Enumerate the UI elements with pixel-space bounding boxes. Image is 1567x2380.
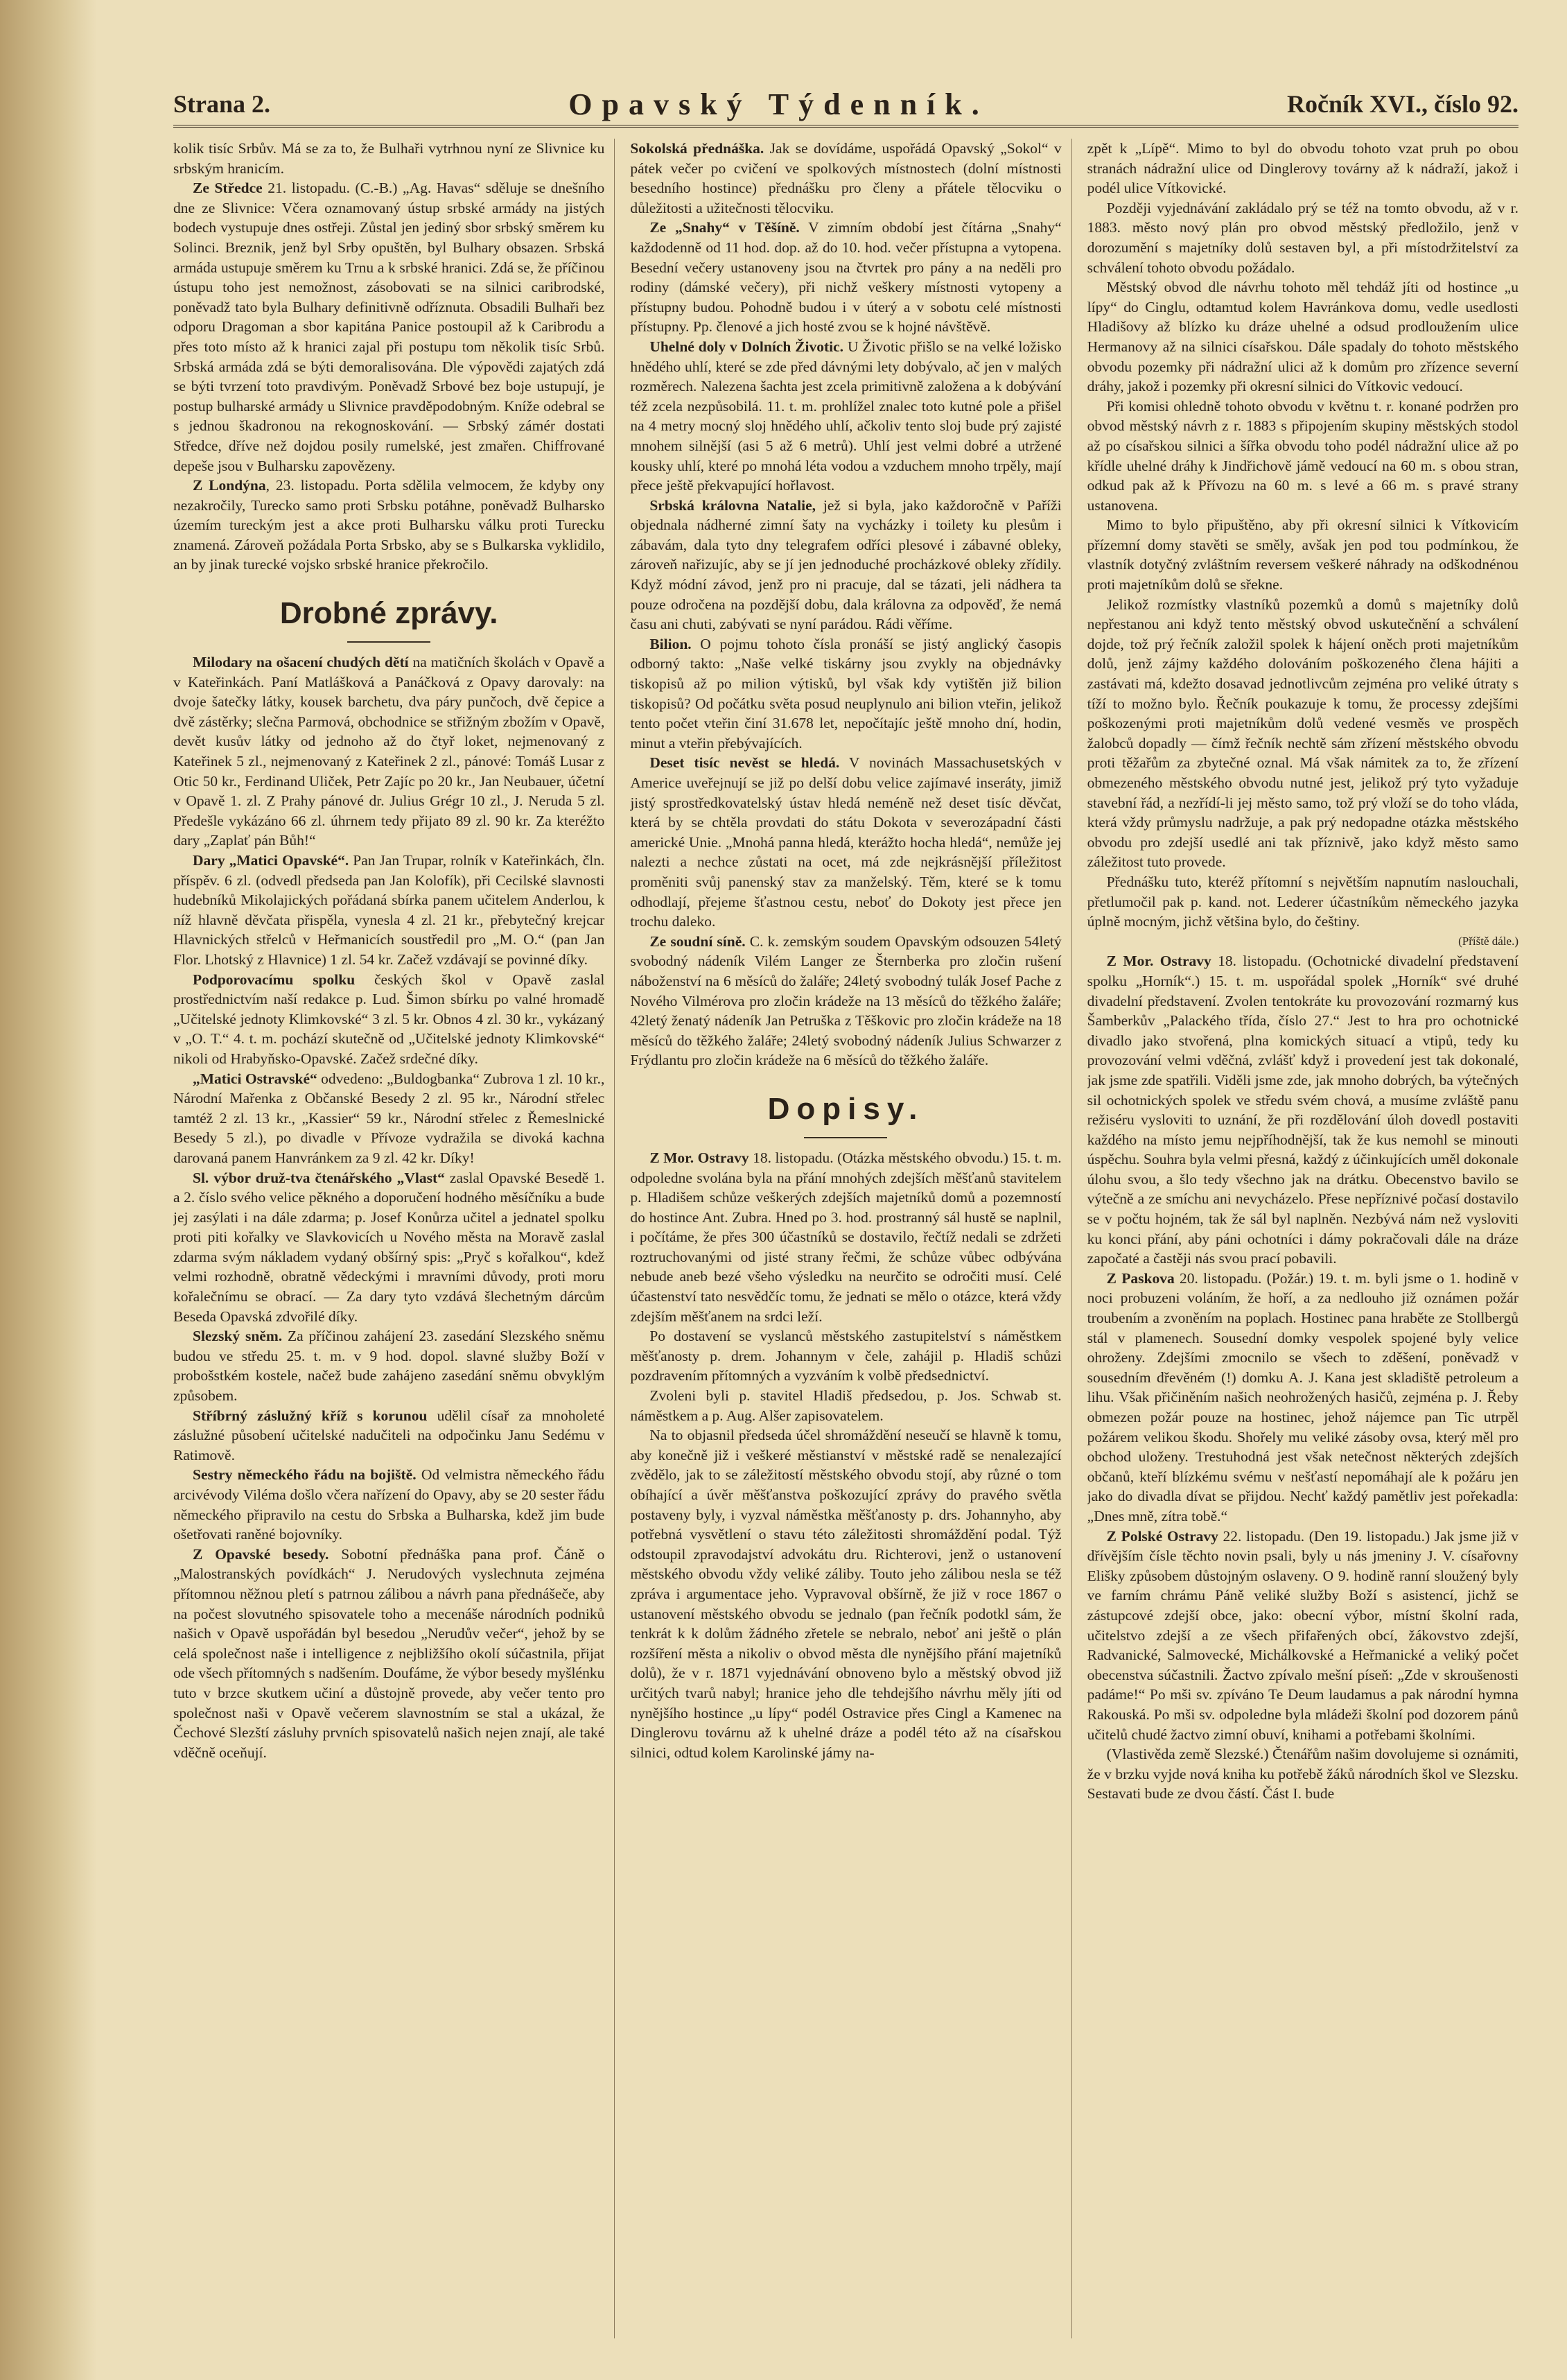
article-text: O pojmu tohoto čísla pronáší se jistý anglický časopis odborný takto: „Naše velké tiskárny jsou zvykly na objednávky tiskopisů až po milion výtisků, byl však kdy vytištěn již bilion tiskopisů? Od počátku světa posud neuplynulo ani bilion vteřin, jelikož tento počet vteřin činí 31.678 let, nepočítajíc ještě mnoho dní, hodin, minut a vteřin přebývajících. bbox=[630, 635, 1062, 752]
article-paragraph bbox=[1087, 951, 1518, 1269]
article-paragraph bbox=[173, 139, 604, 178]
article-paragraph bbox=[173, 1545, 604, 1763]
article-text: Od velmistra německého řádu arcivévody Viléma došlo včera nařízení do Opavy, aby se 20 sester řádu německého připravilo na cestu do Srbska a Bulharska, kdež jim bude ošetřovati raněné bojovníky. bbox=[173, 1466, 605, 1543]
article-text: zpět k „Lípě“. Mimo to byl do obvodu tohoto vzat pruh po obou stranách nádražní ulice od Dinglerovy továrny až k nádraží, jakož i podél ulice Vítkovické. bbox=[1087, 140, 1518, 197]
article-paragraph bbox=[630, 337, 1061, 496]
article-lead: Uhelné doly v Dolních Životic. bbox=[649, 338, 844, 355]
column-1 bbox=[173, 139, 615, 2338]
article-paragraph bbox=[1087, 397, 1518, 516]
article-text: Jak se dovídáme, uspořádá Opavský „Sokol“ v pátek večer po cvičení ve spolkových místnostech (dolní místnosti besedního hostince) přednášku pro členy a přátele tělocviku o důležitosti a užitečnosti tělocviku. bbox=[630, 140, 1062, 216]
newspaper-title: Opavský Týdenník. bbox=[568, 87, 989, 121]
article-paragraph bbox=[173, 652, 604, 851]
article-text: Zvoleni byli p. stavitel Hladiš předsedou, p. Jos. Schwab st. náměstkem a p. Aug. Alšer zapisovatelem. bbox=[630, 1387, 1062, 1424]
article-paragraph bbox=[1087, 198, 1518, 277]
article-paragraph bbox=[1087, 277, 1518, 397]
heading-rule bbox=[804, 1137, 887, 1138]
section-heading: Drobné zprávy. bbox=[279, 596, 498, 631]
article-paragraph bbox=[173, 1168, 604, 1327]
article-text: 21. listopadu. (C.-B.) „Ag. Havas“ sděluje se dnešního dne ze Slivnice: Včera oznamovaný ústup srbské armády na jistých bodech vystupuje dnes ostřeji. Zůstal jen jediný sbor srbský směrem ku Solinci. Breznik, jenž byl Srby opuštěn, byl Bulhary obsazen. Srbská armáda ustupuje směrem ku Trnu a k srbské hranici. Zdá se, že příčinou ústupu toho jest nemožnost, zásobovati se na silnici caribrodské, poněvadž tato byla Bulhary definitivně odříznuta. Obsadili Bulhaři bez odporu Dragoman a sbor kapitána Panice postoupil až k Caribrodu a přes toto místo až k hranici zajal při postupu tom několik tisíc Srbů. Srbská armáda zdá se býti demoralisována. Dle výpovědi zajatých zdá se býti tvrzení toto pravdivým. Poněvadž Srbové bez boje ustupují, je postup bulharské armády u Slivnice pravděpodobným. Kníže odebral se s jednou škadronou na rekognoskování. — Srbský zámér dostati Středce, dříve než dojdou posily rumelské, jest zmařen. Chiffrované depeše jsou v Bulharsku zapovězeny. bbox=[173, 180, 605, 474]
article-paragraph bbox=[630, 1148, 1061, 1326]
text-columns bbox=[173, 139, 1518, 2338]
article-text: U Životic přišlo se na velké ložisko hnědého uhlí, které se zde před dávnými lety dobývalo, ač jen v malých rozměrech. Nalezena šachta jest zcela primitivně založena a k dobývání též zcela nezpůsobilá. 11. t. m. prohlížel znalec toto kutné pole a přišel na 4 metry mocný sloj hnědého uhlí, ačkoliv tento sloj bude prý zajisté mnohem silnější (asi 5 až 6 metrů). Uhlí jest velmi dobré a utržené kousky uhlí, které po mnohá léta vodou a vzduchem mnoho trpěly, mají přece ještě překvapující hořlavost. bbox=[630, 338, 1062, 494]
article-paragraph bbox=[173, 851, 604, 970]
article-paragraph bbox=[630, 139, 1061, 218]
article-lead: Ze „Snahy“ v Těšíně. bbox=[649, 219, 800, 236]
article-lead: Ze soudní síně. bbox=[649, 932, 746, 950]
article-text: (Vlastivěda země Slezské.) Čtenářům našim dovolujeme si oznámiti, že v brzku vyjde nová kniha ku potřebě žáků národních škol ve Slezsku. Sestavati bude ze dvou částí. Část I. bude bbox=[1087, 1746, 1518, 1803]
article-text: 22. listopadu. (Den 19. listopadu.) Jak jsme již v dřívějším čísle těchto novin psali, byly u nás jmeniny J. V. císařovny Elišky způsobem důstojným oslaveny. O 9. hodině ranní sloužený byly ve farním chrámu Páně veliké služby Boží s asistencí, jichž se zástupcové zdejší obce, jako: obecní výbor, místní školní rada, učitelstvo zdejší a ze všech přifařených obcí, žákovstvo zdejší, Radvanické, Salmovecké, Michálkovské a Heřmanické a veliký počet obecenstva súčastnili. Žactvo zpívalo mešní píseň: „Zde v skroušenosti padáme!“ Po mši sv. zpíváno Te Deum laudamus a pak národní hymna Rakouská. Po mši sv. odpoledne byla mládeži školní pod dozorem pánů učitelů chudé žactvo zimní obuví, knihami a potřebami školními. bbox=[1087, 1527, 1518, 1743]
article-paragraph bbox=[630, 1386, 1061, 1425]
article-paragraph bbox=[173, 970, 604, 1069]
article-text: odvedeno: „Buldogbanka“ Zubrova 1 zl. 10 kr., Národní Mařenka z Občanské Besedy 2 zl. 95 kr., Národní střelec tamtéž 2 zl. 13 kr., „Kassier“ 59 kr., Národní střelec z Řemeslnické Besedy 5 zl.), po divadle v Přívoze vydražila se divoká kachna darovaná panem Hanvránkem za 9 zl. 42 kr. Díky! bbox=[173, 1070, 605, 1166]
article-lead: Sl. výbor druž-tva čtenářského „Vlast“ bbox=[193, 1169, 445, 1186]
article-paragraph bbox=[173, 1465, 604, 1544]
article-text: Mimo to bylo připuštěno, aby při okresní silnici k Vítkovicím přízemní domy stavěti se směly, avšak jen pod tou podmínkou, že vlastník dotyčný zvláštním reversem veškeré náhrady na odškodnénou proti majetníkům dolů se sřekne. bbox=[1087, 516, 1518, 593]
article-lead: Bilion. bbox=[649, 635, 692, 652]
article-text: C. k. zemským soudem Opavským odsouzen 54letý svobodný nádeník Vilém Langer ze Šternberka pro zločin rušení náboženství na 6 měsíců do žaláře; 24letý svobodný tulák Josef Pache z Nového Vilmérova pro zločin krádeže na 13 měsíců do těžkého žaláře; 42letý ženatý nádeník Jan Petruška z Těškovic pro zločin krádeže na 18 měsíců do těžkého žaláře; 24letý svobodný nádeník Julius Schwarzer z Frýdlantu pro zločin krádeže na 6 měsíců do těžkého žaláře. bbox=[630, 932, 1062, 1069]
article-paragraph bbox=[630, 1425, 1061, 1762]
article-paragraph bbox=[1087, 515, 1518, 594]
article-text: 20. listopadu. (Požár.) 19. t. m. byli jsme o 1. hodině v noci probuzeni voláním, že hoří, a za nedlouho již oznámen požár troubením a zvoněním na poplach. Hostinec pana hraběte ze Stollbergů stál v plamenech. Sousední domky vespolek spojené byly velice ohroženy. Zdejšími zmocnilo se všech to zděšení, poněvadž v sousedním dřevěném (!) domku A. J. Kana jest skladiště petroleum a lihu. Však přičiněním našich neohrožených hasičů, zejména p. J. Řeby obmezen požár pouze na hostinec, jehož nájemce pan Tic utrpěl požárem velikou škodu. Shořely mu veliké zásoby ovsa, který měl pro obchod uloženy. Trestuhodná jest však netečnost některých zdejších občanů, kteří blízkému svému v nešťastí nepomáhají ale k požáru jen jako do divadla dívat se přijdou. Nechť každý pamětliv jest pořekadla: „Dnes mně, zítra tobě.“ bbox=[1087, 1269, 1518, 1525]
article-text: Pan Jan Trupar, rolník v Kateřinkách, čln. příspěv. 6 zl. (odvedl předseda pan Jan Kolofík), při Cecilské slavnosti hudebníků Mikolajických pořádaná sbírka panem učitelem Anderlou, k níž hlavně děvčata přispěla, vynesla 4 zl. 21 kr., přebytečný krejcar Hlavnických střelců v Heřmanicích soustředil pro „M. O.“ (pan Jan Flor. Lhotský z Hlavnice) 1 zl. 54 kr. Začež vzdávají se povinné díky. bbox=[173, 852, 605, 968]
article-lead: Z Mor. Ostravy bbox=[1106, 953, 1211, 970]
page-header bbox=[173, 83, 1518, 128]
article-text: českých škol v Opavě zaslal prostřednictvím naší redakce p. Lud. Šimon sbírku po valné hromadě „Učitelské jednoty Klimkovské“ 3 zl. 5 kr. Obnos 4 zl. 30 kr., vykázaný v „O. T.“ 4. t. m. pochází skutečně od „Učitelské jednoty Klimkovské“ nikoli od Hrabyňsko-Opavské. Začež srdečné díky. bbox=[173, 971, 605, 1067]
article-lead: Milodary na ošacení chudých dětí bbox=[193, 654, 409, 671]
article-text: Sobotní přednáška pana prof. Čáně o „Malostranských povídkách“ J. Nerudových vyslechnuta zejména přítomnou něžnou pletí s patrnou zálibou a návrh pana přednášeče, aby na počest slovutného spisovatele toho a mecenáše národních podniků našich v Opavě uspořádán byl besedou „Nerudův večer“, jehož by se celá společnost naše i intelligence z nejbližšího okolí súčastnila, přijat ode všech přítomných s nadšením. Doufáme, že výbor besedy myšlénku tuto v brzce skutkem učiní a důstojně provede, aby večer tento pro společnost naši v Opavě večerem slavnostním se stal a ukázal, že Čechové Slezští zásluhy prvních spisovatelů našich nejen znají, ale také vděčně oceňují. bbox=[173, 1545, 605, 1761]
article-lead: Slezský sněm. bbox=[193, 1328, 283, 1345]
article-paragraph bbox=[1087, 595, 1518, 872]
article-lead: Sestry německého řádu na bojiště. bbox=[193, 1466, 417, 1484]
article-lead: „Matici Ostravské“ bbox=[193, 1070, 317, 1087]
article-paragraph bbox=[1087, 1527, 1518, 1745]
article-text: Později vyjednávání zakládalo prý se též na tomto obvodu, až v r. 1883. město nový plán pro obvod městský předložilo, jenž v dorozumění s majetníky dolů sestaven byl, a při místodržitelství za schválení tohoto obvodu požádalo. bbox=[1087, 199, 1518, 276]
continuation-note: (Příště dále.) bbox=[1458, 934, 1518, 948]
article-paragraph bbox=[1087, 1269, 1518, 1527]
article-lead: Sokolská přednáška. bbox=[630, 140, 764, 157]
article-text: , 23. listopadu. Porta sdělila velmocem, že kdyby ony nezakročily, Turecko samo proti Srbsku potáhne, poněvadž Bulharsko územím tureckým jest a akce proti Bulharsku válku proti Turecku znamená. Zároveň požádala Porta Srbsko, aby se s Bulkarska vyklidilo, an by jinak turecké vojsko srbské hranice překročilo. bbox=[173, 477, 605, 573]
article-text: 18. listopadu. (Ochotnické divadelní představení spolku „Horník“.) 15. t. m. uspořádal spolek „Horník“ své druhé divadelní představení. Zvolen tentokráte ku provozování rozmarný kus Šamberkův „Palackého třída, číslo 27.“ Jest to hra pro ochotnické divadlo jako stvořená, plna komických situací a vtipů, tedy ku provozování velmi vděčná, zvlášť když i provedení jest tak dokonalé, jak jsme zde spatřili. Viděli jsme zde, jak mnoho dobrých, ba výtečných sil ochotnických spolek ve středu svém chová, a musíme zvláště panu režiséru vysloviti to uznání, že při rozdělování úloh dovedl postaviti každého na místo jemu nejpříhodnější, tak že kus nemohl se minouti úspěchu. Souhra byla velmi přesná, každý z účinkujících uměl dokonale úlohu svou, a šlo tedy všechno jak na drátku. Obecenstvo bavilo se výtečně a ze smíchu ani nevycházelo. Přese nepříznivé počasí dostavilo se v počtu hojném, tak že sál byl naplněn. Nezbývá nám než vysloviti ku konci přání, aby páni ochotníci i dámy pokračovali dále na dráze započaté a častěji nás svou prací pobavili. bbox=[1087, 953, 1518, 1267]
article-text: kolik tisíc Srbův. Má se za to, že Bulhaři vytrhnou nyní ze Slivnice ku srbským hranicím. bbox=[173, 140, 605, 177]
article-text: Přednášku tuto, kteréž přítomní s největším napnutím naslouchali, přetlumočil pak p. kand. not. Lederer účastníkům německého jazyka úplně mocným, jichž většina bylo, do češtiny. bbox=[1087, 873, 1518, 930]
article-paragraph bbox=[173, 1069, 604, 1168]
article-text: V zimním období jest čítárna „Snahy“ každodenně od 11 hod. dop. až do 10. hod. večer přístupna a vytopena. Besední večery ustanoveny jsou na čtvrtek pro pány a na neděli pro rodiny (dámské večery), při nichž veškery místnosti vytopeny a přístupny budou. Pohodně budou i v úterý a v sobotu celé místnosti přístupny. Pp. členové a jich hosté zvou se k hojné návštěvě. bbox=[630, 219, 1062, 336]
article-paragraph bbox=[173, 1326, 604, 1405]
article-text: Městský obvod dle návrhu tohoto měl tehdáž jíti od hostince „u lípy“ do Cinglu, odtamtud kolem Havránkova domu, vedle usedlosti Hladišovy až blízko ku dráze uhelné a odsud prodloužením ulice Hermanovy až na silnici císařskou. Dále spadaly do tohoto městského obvodu pozemky při nádražní ulici až k domům pro zřízence severní dráhy, jakož i pozemky při okresní silnici do Vítkovic vedoucí. bbox=[1087, 279, 1518, 395]
article-paragraph bbox=[630, 932, 1061, 1070]
article-lead: Stříbrný záslužný kříž s korunou bbox=[193, 1407, 428, 1424]
article-text: Po dostavení se vyslanců městského zastupitelství s náměstkem měšťanosty p. drem. Johannym v čele, zahájil p. Hladiš schůzi pozdravením přítomných a vyzváním k volbě předsednictví. bbox=[630, 1328, 1062, 1384]
column-2 bbox=[630, 139, 1071, 2338]
article-lead: Z Opavské besedy. bbox=[193, 1545, 329, 1563]
article-paragraph bbox=[630, 496, 1061, 634]
article-text: Na to objasnil předseda účel shromáždění neseučí se hlavně k tomu, aby konečně již i veškeré městianství v městské radě se nenalezající zvědělo, jak to se záležitostí městského obvodu stojí, aby různé o tom obíhající a úvěr měšťanstva poškozující zprávy do pravého světla postaveny byly, i vyzval náměstka měšťanosty p. drs. Johannyho, aby potřebná vysvětlení o stavu této záležitosti shromáždění podal. Týž odstoupil zpravodajství advokátu dru. Richterovi, jenž o ustanovení městského obvodu vždy veliké záliby. Touto jeho zálibou nesla se též zpráva i argumentace jeho. Vypravoval obšírně, že již v roce 1867 o ustanovení městského obvodu se jednalo (pan řečník podotkl sám, že tenkrát k k dolům žádného zřetele se nebralo, neboť ani ještě o plán rozšíření města a nikoliv o obvod města dle nynějšího přání majetníků dolů), že v r. 1871 vyjednávání obnoveno bylo a městský obvod již určitých tvarů nabyl; hranice jeho dle tehdejšího návrhu měly jíti od nynějšího hostince „u lípy“ podél Ostravice přes Cingl a Kamenec na Dinglerovu továrnu až k uhelné dráze a podél této až na císařskou silnici, odtud kolem Karolinské jámy na- bbox=[630, 1427, 1062, 1761]
article-text: na matičních školách v Opavě a v Kateřinkách. Paní Matlášková a Panáčková z Opavy darovaly: na dvoje šatečky látky, kousek barchetu, dva páry punčoch, dvě čepice a dvě zástěrky; slečna Parmová, obchodnice se střižným zbožím v Opavě, devět kusův látky od jednoho až do čtyř loket, nejmenovaný z Kateřinek 5 zl., nejmenovaný z Kateřinek 2 zl., pánové: Tomáš Lusar z Otic 50 kr., Ferdinand Uliček, Petr Zajíc po 20 kr., Jan Neubauer, účetní v Opavě 1. zl. Z Prahy pánové dr. Julius Grégr 10 zl., J. Neruda 5 zl. Předešle vykázáno 66 zl. úhrnem tedy přijato 89 zl. 90 kr. Za kteréžto dary „Zaplať pán Bůh!“ bbox=[173, 654, 605, 849]
article-text: udělil císař za mnoholeté záslužné působení učitelské nadučiteli na odpočinku Janu Sedému v Ratimově. bbox=[173, 1407, 605, 1463]
article-lead: Z Polské Ostravy bbox=[1106, 1527, 1218, 1545]
article-paragraph bbox=[1087, 872, 1518, 932]
article-text: Při komisi ohledně tohoto obvodu v květnu t. r. konané podržen pro obvod městský návrh z r. 1883 s připojením skupiny městských stodol až po císařskou silnici a šířka obvodu toho podél nádražní ulice až po křídle uhelné dráhy k Jindřichově jámě vedoucí na 60 m. s obou stran, odkud pak až k Přívozu na 60 m. s levé a 66 m. s pravé strany ustanovena. bbox=[1087, 397, 1518, 514]
article-text: jež si byla, jako každoročně v Paříži objednala nádherné zimní šaty na vycházky i toilety ku plesům i zábavám, dala tyto dny telegrafem odříci plesové i zábavné obleky, zároveň nařizujíc, aby se jí jen jednoduché procházkové obleky zřídily. Když módní závod, jenž pro ni pracuje, dal se tázati, jeli nádhera ta pouze odročena na pozdější dobu, dala královna za odpověď, že nemá času ani chuti, zabývati se nyní parádou. Rádi věříme. bbox=[630, 496, 1062, 633]
section-heading: Dopisy. bbox=[767, 1091, 925, 1126]
article-text: zaslal Opavské Besedě 1. a 2. číslo svého velice pěkného a doporučení hodného měsíčníku a bude jej zasýlati i na dále zdarma; p. Josef Konůrza učitel a jednatel spolku proti piti kořalky ve Slavkovicích u Nového města na Moravě zaslal zdarma svým nákladem vydaný obšírný spis: „Pryč s kořalkou“, kdež velmi rozhodně, obratně vědeckými i mravními důvody, proti moru kořalečnímu se obrací. — Za dary tyto vzdává šlechetným dárcům Beseda Opavská zdvořilé díky. bbox=[173, 1169, 605, 1325]
article-text: 18. listopadu. (Otázka městského obvodu.) 15. t. m. odpoledne svolána byla na přání mnohých zdejších měšťanů stavitelem p. Hladišem schůze veškerých zdejších majetníků domů a pozemností do hostince Ant. Zubra. Hned po 3. hod. prostranný sál hustě se naplnil, i počítáme, že přes 300 účastníků se dostavilo, řečtíž nedali se zdržeti roztruchovanými od jisté strany řečmi, že schůze vůbec odbývána nebude aneb bezé všeho výsledku na neurčito se odročiti musí. Celé účastenství tato nesvědčíc tomu, že jednati se mělo o otázce, která vždy zdejším měšťanem na srdci leží. bbox=[630, 1149, 1062, 1325]
article-paragraph bbox=[173, 476, 604, 575]
article-paragraph bbox=[173, 178, 604, 476]
page-number: Strana 2. bbox=[173, 90, 271, 118]
article-paragraph bbox=[630, 1326, 1061, 1386]
article-paragraph bbox=[173, 1406, 604, 1466]
article-text: V novinách Massachusetských v Americe uveřejnují se již po delší dobu velice zajímavé inseráty, jimiž jistý sprostředkovatelský ústav hledá neméně než deset tisíc děvčat, která by se chtěla provdati do státu Dokota v severozápadní části americké Unie. „Mnohá panna hledá, kterážto hocha hledá“, nemůže jej nalezti a nechce zůstati na ocet, má zde nejkrásnější příležitost proměniti svůj panenský stav za manželský. Těm, které se k tomu odhodlají, přejeme šťastnou cestu, neboť do Dokoty jest přece jen trochu daleko. bbox=[630, 754, 1062, 930]
article-lead: Podporovacímu spolku bbox=[193, 971, 356, 988]
article-text: Jelikož rozmístky vlastníků pozemků a domů s majetníky dolů nepřestanou ani když tento městský obvod uskutečnění a schválení dojde, tož prý řečník založil spolek k hájení oněch proti majetníkům dolů, jenž zájmy každého dolováním poškozeného člena hájiti a zastávati má, kdežto dosavad jednotlivcům zejména pro veliké útraty s tíží to možno bylo. Řečník poukazuje k tomu, že processy zdejšími poškozenými proti majetníkům dolů vedené vesměs ve prospěch žalobců dopadly — čímž řečník nechtě sám zřízení městského obvodu proti těžařům za zbytečné oznal. Má však námitek za to, že zřízení obmezeného městského obvodu nutné jest, jelikož prý tyto vyžaduje stavební řád, a nezřídí-li jej město samo, tož prý vloží se do toho vláda, která vždy průmyslu nadržuje, a pak prý nedopadne otázka městského obvodu pro zdejší usedlé ani tak příznivě, jako když město samo záležitost tuto provede. bbox=[1087, 596, 1518, 871]
article-lead: Srbská královna Natalie, bbox=[649, 496, 816, 514]
heading-rule bbox=[347, 641, 430, 643]
issue-info: Ročník XVI., číslo 92. bbox=[1286, 90, 1518, 118]
article-lead: Dary „Matici Opavské“. bbox=[193, 852, 349, 869]
article-paragraph bbox=[1087, 1744, 1518, 1804]
article-lead: Z Londýna bbox=[193, 477, 266, 494]
article-paragraph bbox=[630, 218, 1061, 337]
column-3 bbox=[1087, 139, 1518, 2338]
article-paragraph bbox=[1087, 139, 1518, 198]
article-lead: Deset tisíc nevěst se hledá. bbox=[649, 754, 840, 772]
article-lead: Z Paskova bbox=[1106, 1269, 1175, 1287]
binding-shadow bbox=[0, 0, 97, 2380]
article-text: Za příčinou zahájení 23. zasedání Slezského sněmu budou ve středu 25. t. m. v 9 hod. dopol. slavné služby Boží v probošstkém kostele, načež bude zahájeno zasedání sněmu obvyklým způsobem. bbox=[173, 1328, 605, 1405]
article-paragraph bbox=[630, 753, 1061, 931]
article-lead: Z Mor. Ostravy bbox=[649, 1149, 749, 1166]
article-paragraph bbox=[630, 634, 1061, 754]
article-lead: Ze Středce bbox=[193, 180, 263, 197]
